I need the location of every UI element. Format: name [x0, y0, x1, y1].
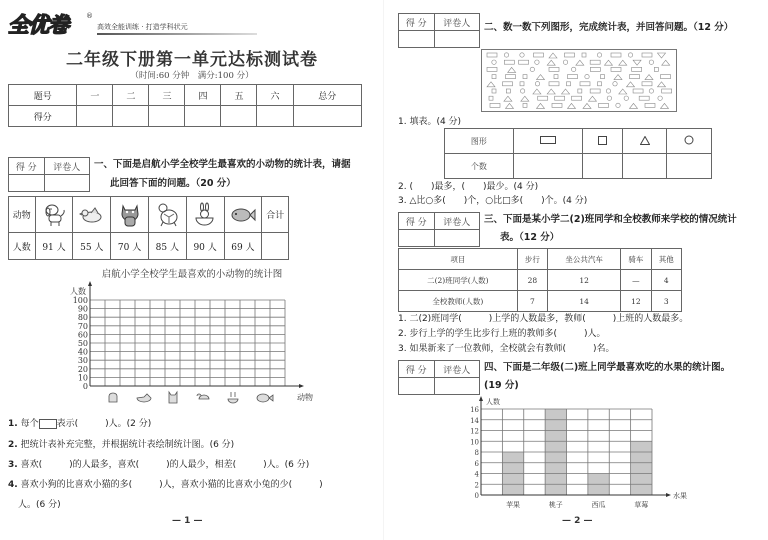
grader-box-1: [8, 157, 90, 192]
circle-shape: [613, 82, 617, 86]
rectangle-shape: [662, 89, 672, 93]
table-cell: 7: [517, 291, 547, 312]
triangle-shape: [508, 67, 516, 72]
y-tick-label: 8: [474, 449, 479, 457]
rectangle-shape: [549, 82, 559, 86]
rectangle-shape: [490, 103, 500, 107]
animal-cell: [186, 197, 224, 233]
shape-count-table: [444, 128, 712, 179]
section2-q3: 3. △比○多( )个，○比□多( )个。(4 分): [398, 196, 588, 206]
rectangle-shape: [487, 53, 497, 57]
score-label: 得 分: [399, 361, 435, 378]
triangle-icon: [640, 136, 650, 145]
circle-shape: [649, 60, 653, 64]
x-tick-label: 桃子: [548, 501, 563, 509]
circle-shape: [571, 67, 575, 71]
q1-text-pre: 每个: [20, 419, 39, 429]
q1-text-post: 表示( )人。(2 分): [56, 419, 152, 429]
rectangle-shape: [590, 60, 600, 64]
registered-mark: ®: [86, 12, 93, 20]
triangle-shape: [583, 103, 591, 108]
rectangle-shape: [590, 67, 600, 71]
y-tick-label: 6: [474, 459, 479, 468]
triangle-shape: [645, 75, 653, 80]
circle-shape: [616, 103, 620, 107]
shape-counting-box: [481, 49, 677, 112]
score-input-cell[interactable]: [9, 175, 45, 192]
triangle-shape: [662, 60, 670, 65]
score-header-row: [9, 85, 362, 106]
y-axis-label: 人数: [70, 287, 86, 296]
total-input-cell[interactable]: [262, 233, 289, 260]
fruit-bar-chart: [450, 395, 710, 520]
row-label-count: 个数: [445, 154, 514, 179]
square-shape: [554, 75, 558, 79]
y-tick-label: 20: [77, 364, 88, 374]
circle-shape: [530, 67, 534, 71]
circle-shape: [520, 89, 524, 93]
section4-heading-line2: (19 分): [484, 380, 519, 391]
grader-input-cell[interactable]: [44, 175, 90, 192]
square-shape: [578, 89, 582, 93]
section1-q4-cont: 人。(6 分): [18, 500, 61, 510]
y-tick-label: 90: [77, 304, 88, 314]
section1-q4: [8, 479, 323, 491]
circle-shape: [535, 60, 539, 64]
circle-shape: [520, 53, 524, 57]
table-cell: 全校教师(人数): [399, 291, 518, 312]
triangle-shape: [614, 75, 622, 80]
x-axis-arrow: [666, 493, 671, 497]
rectangle-shape: [611, 53, 621, 57]
triangle-shape: [661, 103, 669, 108]
bird-icon: [137, 394, 151, 402]
score-header-cell: 四: [185, 85, 221, 106]
rectangle-shape: [642, 53, 652, 57]
triangle-shape: [549, 53, 557, 58]
fish-icon: [230, 202, 256, 228]
rectangle-shape: [538, 96, 548, 100]
animal-count: 55 人: [73, 233, 111, 260]
triangle-shape: [562, 89, 570, 94]
table-header: 步行: [517, 249, 547, 270]
triangle-shape: [506, 103, 514, 108]
x-tick-label: 草莓: [634, 501, 649, 509]
section1-q1: [8, 418, 151, 430]
x-axis-label: 动物: [297, 393, 313, 402]
rectangle-shape: [572, 96, 582, 100]
score-header-cell: 一: [77, 85, 113, 106]
y-tick-label: 0: [82, 382, 88, 391]
x-tick-label: 西瓜: [591, 501, 606, 509]
rabbit-icon: [228, 392, 238, 403]
cat-icon: [169, 392, 177, 403]
chart1-title: 启航小学全校学生最喜欢的小动物的统计图: [101, 269, 283, 280]
square-shape: [520, 82, 524, 86]
triangle-shape: [568, 103, 576, 108]
y-tick-label: 100: [72, 296, 88, 305]
table-cell: 4: [651, 270, 681, 291]
circle-shape: [628, 53, 632, 57]
square-shape: [567, 82, 571, 86]
rectangle-shape: [633, 89, 643, 93]
animal-cell: [111, 197, 149, 233]
table-row: [399, 291, 682, 312]
square-shape: [601, 75, 605, 79]
table-cell: 3: [651, 291, 681, 312]
triangle-shape: [547, 89, 555, 94]
square-shape: [492, 75, 496, 79]
circle-shape: [535, 82, 539, 86]
rectangle-shape: [639, 96, 649, 100]
dog-icon: [109, 393, 117, 402]
score-input-cell[interactable]: [293, 106, 362, 127]
circle-shape: [624, 96, 628, 100]
triangle-shape: [658, 53, 666, 58]
circle-shape: [607, 96, 611, 100]
animal-cell: [35, 197, 73, 233]
square-shape: [598, 82, 602, 86]
triangle-shape: [658, 82, 666, 87]
animal-bar-chart: [60, 278, 320, 408]
x-axis-arrow: [299, 384, 304, 388]
score-input-cell[interactable]: [221, 106, 257, 127]
x-axis-label: 水果: [673, 492, 687, 500]
square-shape: [506, 89, 510, 93]
y-tick-label: 14: [470, 416, 479, 425]
section3-q1: 1. 二(2)班同学( )上学的人数最多，教师( )上班的人数最多。: [398, 314, 689, 324]
turtle-icon: [197, 394, 209, 399]
animal-cell: [148, 197, 186, 233]
rectangle-shape: [503, 82, 513, 86]
table-header: 骑车: [621, 249, 651, 270]
triangle-shape: [619, 89, 627, 94]
row-label-animal: 动物: [9, 197, 36, 233]
circle-icon: [684, 135, 694, 145]
rectangle-shape: [632, 67, 642, 71]
x-tick-label: 苹果: [506, 501, 521, 509]
rectangle-shape: [630, 75, 640, 79]
grader-box-2: [398, 13, 480, 48]
y-tick-label: 10: [470, 438, 479, 447]
y-tick-label: 10: [77, 373, 88, 383]
score-header-cell: 二: [113, 85, 149, 106]
score-header-cell: 总分: [293, 85, 362, 106]
animal-count: 69 人: [224, 233, 262, 260]
triangle-shape: [521, 96, 529, 101]
triangle-shape: [537, 103, 545, 108]
rectangle-shape: [590, 89, 600, 93]
q-number: 1.: [8, 419, 18, 429]
rectangle-shape: [568, 75, 578, 79]
triangle-shape: [604, 60, 612, 65]
section1-q3: [8, 459, 309, 471]
q-number: 2.: [8, 440, 18, 450]
animal-count: 85 人: [148, 233, 186, 260]
triangle-shape: [627, 82, 635, 87]
y-tick-label: 12: [470, 427, 479, 436]
section2-q2: 2. ( )最多，( )最少。(4 分): [398, 182, 539, 192]
y-tick-label: 80: [77, 313, 88, 323]
triangle-shape: [576, 60, 584, 65]
rectangle-shape: [645, 103, 655, 107]
score-header-cell: 题号: [9, 85, 77, 106]
section3-heading-line2: 表。（12 分）: [500, 232, 560, 243]
rectangle-shape: [487, 67, 497, 71]
section3-q2: 2. 步行上学的学生比步行上班的教师多( )人。: [398, 329, 606, 339]
rectangle-shape: [504, 60, 514, 64]
circle-shape: [492, 60, 496, 64]
count-input-cell[interactable]: [622, 154, 667, 179]
y-axis-label: 人数: [486, 398, 500, 406]
table-cell: 12: [621, 291, 651, 312]
fish-icon: [257, 394, 273, 402]
table-cell: 12: [548, 270, 621, 291]
count-input-cell[interactable]: [667, 154, 712, 179]
score-header-cell: 五: [221, 85, 257, 106]
dog-icon: [41, 202, 67, 228]
score-input-cell[interactable]: [149, 106, 185, 127]
triangle-shape: [487, 82, 495, 87]
animal-count: 90 人: [186, 233, 224, 260]
rectangle-icon: [540, 136, 556, 144]
bird-icon: [79, 202, 105, 228]
square-shape: [489, 96, 493, 100]
animal-cell: [224, 197, 262, 233]
y-axis-arrow: [88, 281, 92, 286]
triangle-shape: [537, 75, 545, 80]
y-tick-label: 30: [77, 356, 88, 366]
rectangle-shape: [534, 53, 544, 57]
circle-shape: [658, 96, 662, 100]
table-cell: —: [621, 270, 651, 291]
count-input-cell[interactable]: [582, 154, 622, 179]
grid-cell-icon: [39, 419, 57, 429]
animal-count: 70 人: [111, 233, 149, 260]
triangle-shape: [633, 60, 641, 65]
table-row: [399, 270, 682, 291]
count-input-cell[interactable]: [513, 154, 582, 179]
square-shape: [523, 103, 527, 107]
y-tick-label: 16: [470, 406, 479, 414]
score-label: 得 分: [399, 213, 435, 230]
slogan-underline: [97, 33, 257, 35]
table-header: 其他: [651, 249, 681, 270]
section1-q2: [8, 439, 234, 451]
rectangle-shape: [611, 67, 621, 71]
q-number: 3.: [8, 460, 18, 470]
rectangle-shape: [519, 60, 529, 64]
score-label: 得 分: [399, 14, 435, 31]
rectangle-shape: [506, 75, 516, 79]
animal-stats-table: [8, 196, 289, 260]
square-shape: [654, 67, 658, 71]
section3-heading-line1: 三、下面是某小学二(2)班同学和全校教师来学校的情况统计: [484, 214, 737, 225]
table-cell: 14: [548, 291, 621, 312]
circle-shape: [585, 74, 589, 78]
section2-q1: 1. 填表。(4 分): [398, 117, 462, 127]
rectangle-shape: [599, 103, 609, 107]
triangle-shape: [619, 60, 627, 65]
table-header: 坐公共汽车: [548, 249, 621, 270]
rectangle-shape: [552, 103, 562, 107]
circle-shape: [606, 89, 610, 93]
circle-shape: [597, 53, 601, 57]
score-input-cell[interactable]: [185, 106, 221, 127]
commute-stats-table: [398, 248, 682, 312]
page-number-1: — 1 —: [172, 516, 203, 526]
grader-label: 评卷人: [434, 361, 480, 378]
triangle-shape: [547, 60, 555, 65]
triangle-shape: [533, 89, 541, 94]
triangle-shape: [630, 103, 638, 108]
rectangle-shape: [555, 96, 565, 100]
y-tick-label: 4: [474, 470, 479, 479]
grader-label: 评卷人: [434, 213, 480, 230]
q-number: 4.: [8, 480, 18, 490]
y-axis-arrow: [479, 396, 483, 401]
y-tick-label: 50: [77, 339, 88, 348]
section4-heading-line1: 四、下面是二年级(二)班上同学最喜欢吃的水果的统计图。: [484, 362, 731, 373]
bar: [631, 441, 652, 495]
score-header-cell: 三: [149, 85, 185, 106]
score-input-cell[interactable]: [399, 31, 435, 48]
exam-title: 二年级下册第一单元达标测试卷: [66, 50, 318, 70]
grader-label: 评卷人: [434, 14, 480, 31]
y-tick-label: 70: [77, 321, 88, 331]
triangle-shape: [504, 96, 512, 101]
square-icon: [598, 136, 607, 145]
grader-label: 评卷人: [44, 158, 90, 175]
score-input-cell[interactable]: [113, 106, 149, 127]
brand-logo: 全优卷: [8, 13, 68, 37]
score-label: 得 分: [9, 158, 45, 175]
q3-text: 喜欢( )的人最多，喜欢( )的人最少，相差( )人。(6 分): [20, 460, 310, 470]
y-tick-label: 2: [474, 481, 479, 490]
score-input-cell[interactable]: [399, 378, 435, 395]
score-row-label: 得分: [9, 106, 77, 127]
rabbit-icon: [192, 202, 218, 228]
grader-input-cell[interactable]: [434, 31, 480, 48]
square-shape: [523, 75, 527, 79]
row-label-count: 人数: [9, 233, 36, 260]
y-tick-label: 0: [474, 492, 479, 500]
grader-box-4: [398, 360, 480, 395]
table-cell: 二(2)班同学(人数): [399, 270, 518, 291]
q2-text: 把统计表补充完整，并根据统计表绘制统计图。(6 分): [20, 440, 235, 450]
cat-icon: [117, 202, 143, 228]
section1-heading-line1: 一、下面是启航小学全校学生最喜欢的小动物的统计表，请据: [94, 159, 351, 170]
exam-subtitle: （时间:60 分钟 满分:100 分）: [130, 71, 254, 81]
square-shape: [492, 89, 496, 93]
table-header: 项目: [399, 249, 518, 270]
score-input-cell[interactable]: [399, 230, 435, 247]
score-input-cell[interactable]: [77, 106, 113, 127]
total-label: 合计: [262, 197, 289, 233]
section3-q3: 3. 如果新来了一位教师，全校就会有教师( )名。: [398, 344, 615, 354]
score-value-row: [9, 106, 362, 127]
grader-input-cell[interactable]: [434, 378, 480, 395]
y-tick-label: 60: [77, 330, 88, 340]
rectangle-shape: [549, 67, 559, 71]
circle-shape: [649, 89, 653, 93]
triangle-shape: [588, 96, 596, 101]
square-shape: [582, 53, 586, 57]
grader-box-3: [398, 212, 480, 247]
section1-heading-line2: 此回答下面的问题。（20 分）: [110, 178, 236, 189]
q4-text: 喜欢小狗的比喜欢小猫的多( )人，喜欢小猫的比喜欢小兔的少( ): [20, 480, 323, 490]
circle-shape: [504, 53, 508, 57]
animal-cell: [73, 197, 111, 233]
rectangle-shape: [580, 82, 590, 86]
y-tick-label: 40: [77, 347, 88, 357]
rectangle-shape: [642, 82, 652, 86]
rectangle-shape: [661, 75, 671, 79]
animal-count: 91 人: [35, 233, 73, 260]
slogan: 高效全能训练 · 打造学科状元: [97, 23, 188, 31]
score-header-cell: 六: [257, 85, 293, 106]
rectangle-shape: [565, 53, 575, 57]
table-cell: 28: [517, 270, 547, 291]
page-number-2: — 2 —: [562, 516, 593, 526]
turtle-icon: [154, 202, 180, 228]
circle-shape: [563, 60, 567, 64]
score-input-cell[interactable]: [257, 106, 293, 127]
grader-input-cell[interactable]: [434, 230, 480, 247]
row-label-shape: 图形: [445, 129, 514, 154]
section2-heading: 二、数一数下列图形，完成统计表，并回答问题。（12 分）: [484, 22, 734, 33]
score-summary-table: [8, 84, 362, 127]
